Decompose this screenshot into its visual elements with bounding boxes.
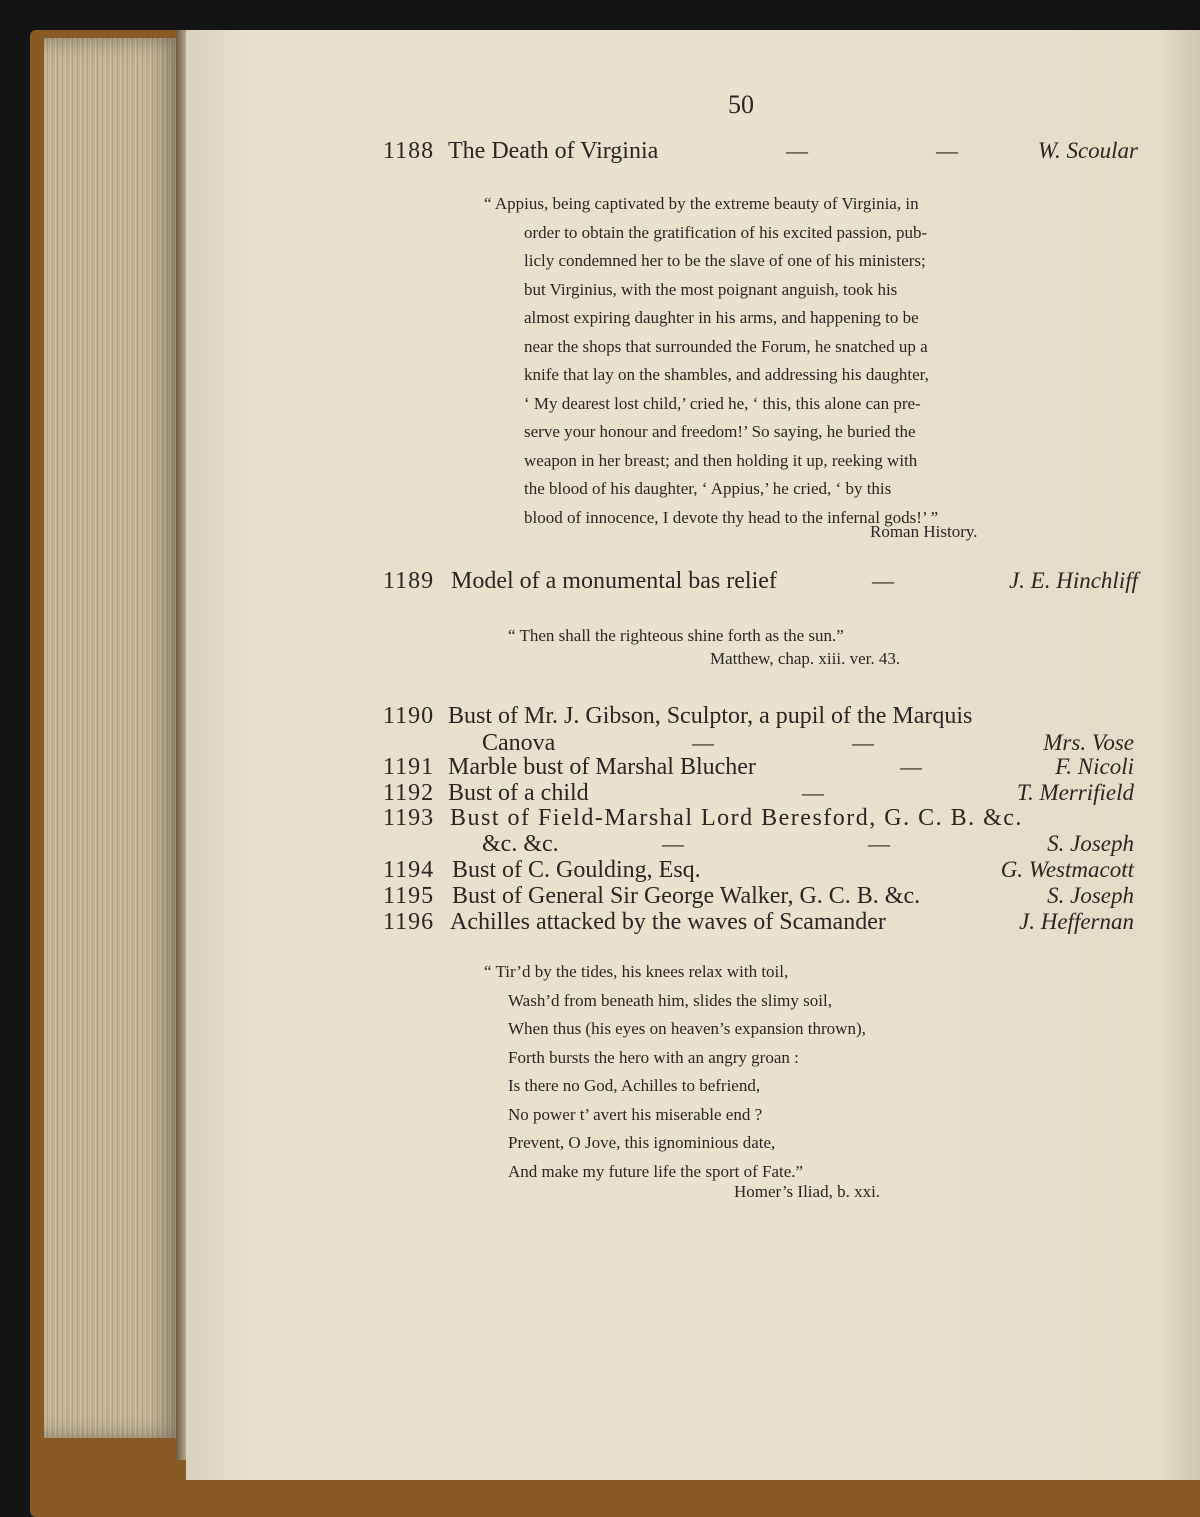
quote-line: Is there no God, Achilles to befriend, [508,1076,761,1095]
quote-line: ‘ My dearest lost child,’ cried he, ‘ this, this alone can pre- [524,393,921,413]
quote-line: order to obtain the gratification of his excited passion, pub- [524,222,928,242]
entry-dash: — [786,138,808,163]
entry-artist: W. Scoular [1037,138,1138,163]
quote-homer [484,958,866,1186]
catalogue-entry [186,909,1200,939]
quote-line: near the shops that surrounded the Forum, he snatched up a [524,336,928,356]
entry-artist: S. Joseph [1047,831,1134,856]
quote-line: Forth bursts the hero with an angry groan : [508,1047,799,1067]
quote-line: “ Appius, being captivated by the extreme beauty of Virginia, in [484,194,919,213]
quote-line: Wash’d from beneath him, slides the slimy soil, [508,990,832,1010]
quote-matthew [508,622,844,651]
entry-dash: — [900,754,922,779]
entry-dash: — [868,831,890,856]
entry-title: Model of a monumental bas relief [451,568,777,594]
entry-number: 1193 [383,805,435,831]
quote-line: serve your honour and freedom!’ So saying, he buried the [524,422,916,441]
quote-line: but Virginius, with the most poignant anguish, took his [524,279,898,299]
entry-artist: S. Joseph [1047,883,1134,908]
entry-title: Bust of Field-Marshal Lord Beresford, G. C. B. &c. [450,805,1023,831]
quote-line: “ Then shall the righteous shine forth as the sun.” [508,626,844,645]
entry-artist: G. Westmacott [1000,857,1134,882]
catalogue-entry [186,703,1200,733]
entry-title: Bust of a child [448,780,589,806]
entry-dash: — [692,730,714,755]
quote-virginia [484,190,938,532]
entry-dash: — [872,568,894,593]
quote-line: No power t’ avert his miserable end ? [508,1104,763,1124]
page-number: 50 [728,90,754,119]
quote-source: Homer’s Iliad, b. xxi. [734,1182,881,1201]
entry-number: 1189 [383,568,435,594]
catalogue-entry [186,138,1200,168]
entry-number: 1195 [383,883,435,909]
entry-title-continuation: Canova [482,730,556,756]
entry-dash: — [852,730,874,755]
quote-line: almost expiring daughter in his arms, and happening to be [524,308,919,327]
catalogue-entry [186,568,1200,598]
quote-source: Roman History. [870,522,978,541]
quote-line: “ Tir’d by the tides, his knees relax with toil, [484,962,789,981]
entry-title: Marble bust of Marshal Blucher [448,754,756,780]
entry-number: 1190 [383,703,435,729]
entry-title: Bust of C. Goulding, Esq. [452,857,701,883]
entry-number: 1196 [383,909,435,935]
quote-line: Prevent, O Jove, this ignominious date, [508,1133,776,1152]
entry-title: The Death of Virginia [448,138,659,164]
entry-dash: — [802,780,824,805]
quote-line: the blood of his daughter, ‘ Appius,’ he cried, ‘ by this [524,479,892,498]
entry-artist: J. E. Hinchliff [1008,568,1138,593]
entry-artist: F. Nicoli [1055,754,1134,779]
entry-number: 1188 [383,138,435,164]
entry-artist: T. Merrifield [1016,780,1134,805]
entry-number: 1192 [383,780,435,806]
entry-number: 1194 [383,857,435,883]
quote-line: blood of innocence, I devote thy head to the infernal gods!’ ” [524,507,939,527]
entry-number: 1191 [383,754,435,780]
quote-line: licly condemned her to be the slave of one of his ministers; [524,251,926,270]
book-page [186,30,1200,1480]
quote-source: Matthew, chap. xiii. ver. 43. [710,649,901,668]
entry-dash: — [662,831,684,856]
entry-title: Bust of General Sir George Walker, G. C. B. &c. [452,883,921,909]
quote-line: And make my future life the sport of Fate.” [508,1161,804,1181]
entry-title: Bust of Mr. J. Gibson, Sculptor, a pupil of the Marquis [448,703,973,729]
entry-title: Achilles attacked by the waves of Scamander [450,909,886,935]
page-edges [44,38,186,1438]
entry-dash: — [936,138,958,163]
quote-line: When thus (his eyes on heaven’s expansion thrown), [508,1019,866,1038]
quote-line: weapon in her breast; and then holding it up, reeking with [524,450,918,470]
entry-artist: Mrs. Vose [1043,730,1134,755]
quote-line: knife that lay on the shambles, and addressing his daughter, [524,365,929,384]
entry-title-continuation: &c. &c. [482,831,559,857]
entry-artist: J. Heffernan [1019,909,1134,934]
